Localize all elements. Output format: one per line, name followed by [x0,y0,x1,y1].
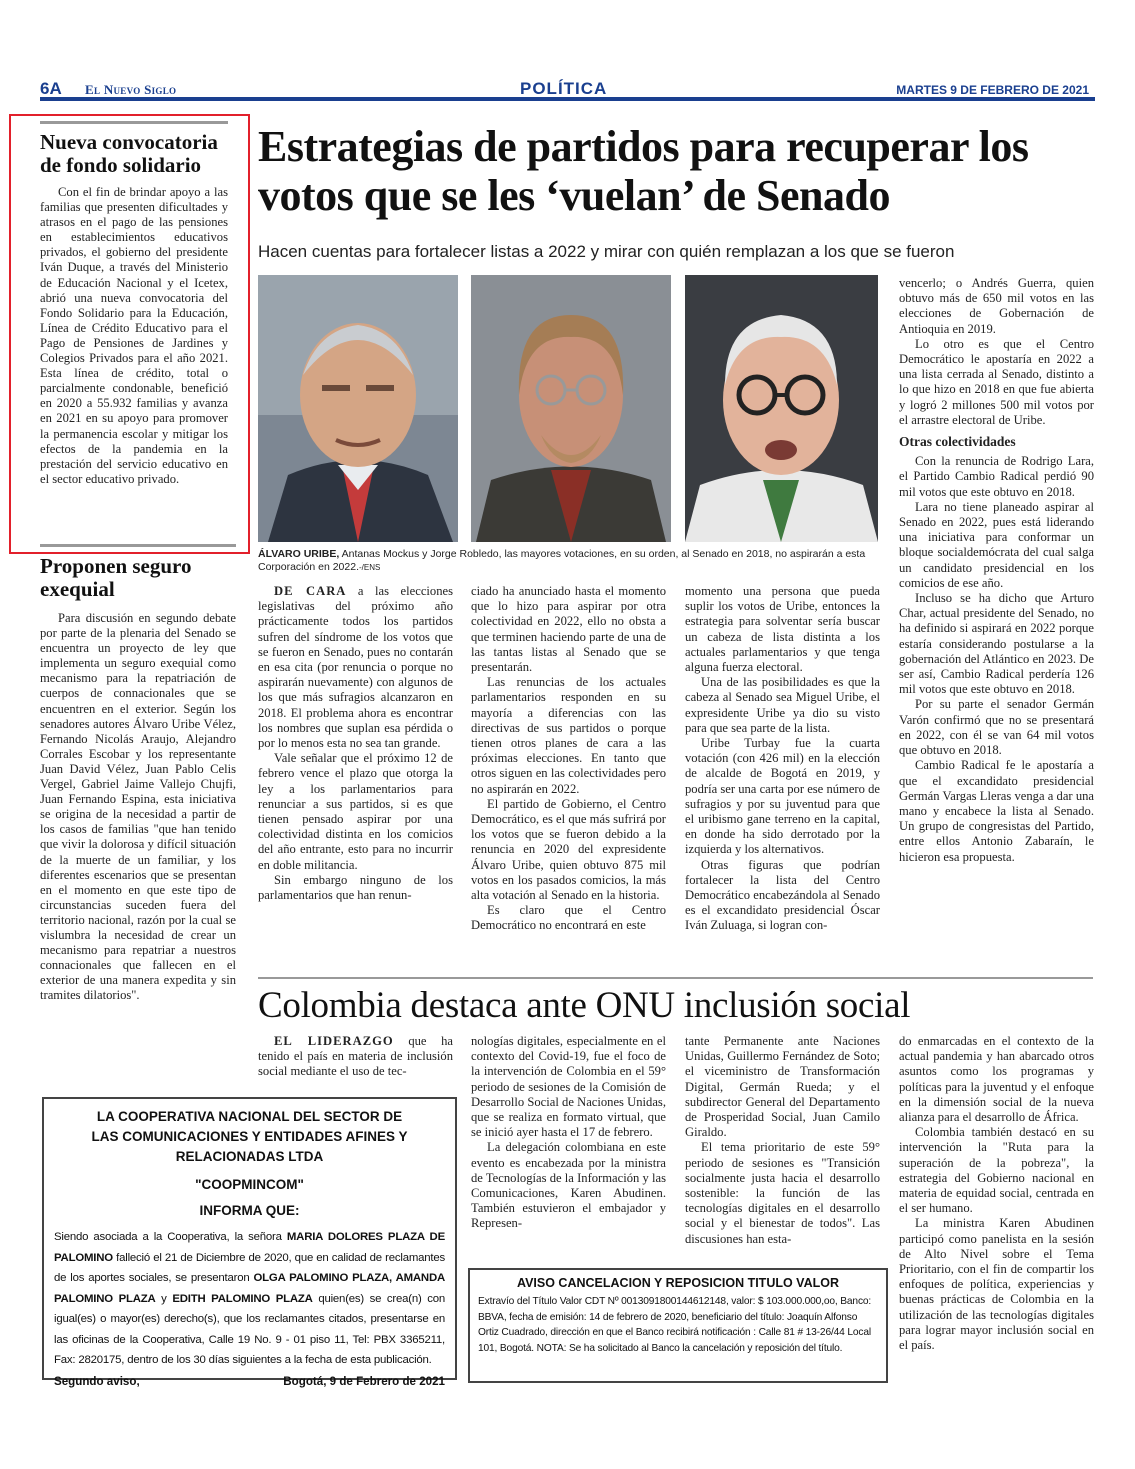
notice-text: falleció el 21 de Diciembre de 2020, que en calidad de reclamantes de los aportes sociales, se presentaron [54,1251,445,1284]
paragraph: ciado ha anunciado hasta el momento que lo hizo para aspirar por otra colectividad en 2022, ello no obsta a que terminen haciendo parte de una de las tantas listas al Senado que se presentarán. [471,584,666,675]
notice-title-line: RELACIONADAS LTDA [175,1149,324,1164]
second-column-1 [258,1034,453,1080]
notice-body [54,1227,445,1371]
notice-footer-left: Segundo aviso, [54,1374,140,1388]
section-divider [258,977,1093,979]
paragraph: Las renuncias de los actuales parlamentarios responden en su mayoría a diferencias con las directivas de sus partidos o porque tienen otros planes de cara a las próximas elecciones. En tanto que otros siguen en las colectividades pero no aspirarán en 2022. [471,675,666,796]
notice-body: Extravío del Título Valor CDT Nº 0013091800144612148, valor: $ 103.000.000,oo, Banco: BBVA, fecha de emisión: 14 de febrero de 2020, beneficiario del título: Joaquín Alfonso Ortiz Cuadrado, dirección en que el Banco recibirá notificación : Calle 81 # 13-26/44 Local 101, Bogotá. NOTA: Se ha solicitado al Banco la cancelación y reposición del título. [478,1296,872,1354]
paragraph: Sin embargo ninguno de los parlamentarios que han renun- [258,872,453,903]
notice-footer-right: Bogotá, 9 de Febrero de 2021 [283,1374,445,1388]
main-column-2 [471,584,666,934]
rule [40,121,228,124]
main-column-1 [258,584,453,903]
paragraph: Uribe Turbay fue la cuarta votación (con 426 mil) en la elección de alcalde de Bogotá en 2019, y podría ser una carta por ese número de sufragios y por su juventud para que el uribismo gane terreno en la capital, en donde ha sido derrotado por la izquierda y los alternativos. [685,736,880,857]
notice-text: y [155,1292,173,1305]
page-header [40,79,1095,101]
photo-alvaro-uribe [258,275,458,542]
issue-date: MARTES 9 DE FEBRERO DE 2021 [896,83,1089,97]
paragraph-text: a las elecciones legislativas del próximo año prácticamente todos los partidos sufren del síndrome de los votos que se fueron en Senado, pues no contarán en esa cita (por renuncia o porque no aspirarán nuevamente) con algunos de los que más sufragios alcanzaron en 2018. El problema ahora es encontrar los nombres que suplan esa pérdida o por lo menos esta no sea tan grande. [258,584,453,751]
sidebar-article-body: Para discusión en segundo debate por parte de la plenaria del Senado se encuentra un proyecto de ley que implementa un seguro exequial como mecanismo para la repatriación de cuerpos de connacionales que se encuentren en el exterior. Según los senadores autores Álvaro Uribe Vélez, Fernando Nicolás Araujo, Alejandro Corrales Escobar y los representante Juan David Vélez, Juan Pablo Celis Vergel, Gabriel Jaime Vallejo Chujfi, Juan Fernando Espina, esta iniciativa se origina de la necesidad a partir de los casos de familias "que han tenido que vivir la dolorosa y difícil situación de la muerte de un familiar, y los diferentes escenarios que se presentan en el momento en que este tipo de circunstancias suceden fuera del territorio nacional, razón por la cual se vislumbra la necesidad de crear un mecanismo para repatriar a nuestros connacionales que fallecen en el exterior de una manera expedita y sin tramites dilatorios". [40,611,236,1003]
lead-in: DE CARA [274,584,347,598]
paragraph: Lo otro es que el Centro Democrático le apostaría en 2022 a una lista cerrada al Senado, distinto a lo que hizo en 2018 en que fue abierta y logró 2 millones 500 mil votos por el arrastre electoral de Uribe. [899,336,1094,427]
section-name: POLÍTICA [520,79,608,98]
paragraph [258,584,453,751]
page-number: 6A [40,79,62,98]
notice-title-line: "COOPMINCOM" [195,1177,304,1192]
paragraph: Incluso se ha dicho que Arturo Char, actual presidente del Senado, no ha definido si aspirará en 2022 porque estaría considerando postularse a la gobernación del Atlántico en 2023. De ser así, Cambio Radical perdería 126 mil votos que este obtuvo en 2018. [899,591,1094,697]
paragraph: Es claro que el Centro Democrático no encontrará en este [471,903,666,933]
paragraph: Una de las posibilidades es que la cabeza al Senado sea Miguel Uribe, el expresidente Uribe ya dio su visto para que sea parte de la lista. [685,675,880,735]
paragraph [258,1034,453,1080]
paragraph: Colombia también destacó en su intervención la "Ruta para la superación de la pobreza", la estrategia del Gobierno nacional en materia de equidad social, centrada en el ser humano. [899,1125,1094,1216]
paragraph: vencerlo; o Andrés Guerra, quien obtuvo más de 650 mil votos en las elecciones de Gobernación de Antioquia en 2019. [899,276,1094,336]
inner-subtitle: Otras colectividades [899,434,1016,450]
newspaper-name: El Nuevo Siglo [85,82,177,97]
second-column-2 [471,1034,666,1232]
brief-title: Nueva convocatoria de fondo solidario [40,130,218,177]
second-column-4 [899,1034,1094,1353]
caption-lead: ÁLVARO URIBE, [258,548,340,560]
paragraph: Cambio Radical fe le apostaría a que el excandidato presidencial Germán Vargas Lleras venga a dar una mano y encabece la lista al Senado. Un grupo de congresistas del Partido, entre ellos Antonio Zabaraín, le hicieron esa propuesta. [899,758,1094,864]
main-subheadline: Hacen cuentas para fortalecer listas a 2022 y mirar con quién remplazan a los que se fueron [258,242,955,261]
paragraph: Lara no tiene planeado aspirar al Senado en 2022, pues está liderando una iniciativa para conformar un bloque socialdemócrata del cual salga un candidato presidencial en los comicios de ese año. [899,499,1094,590]
photo-caption [258,548,878,574]
notice-name: OLGA PALOMINO PLAZA, AMANDA PALOMINO PLAZA [54,1272,446,1305]
notice-title-line: INFORMA QUE: [199,1203,300,1218]
notice-title: AVISO CANCELACION Y REPOSICION TITULO VALOR [516,1276,839,1290]
paragraph: La ministra Karen Abudinen participó como panelista en la sesión de Alto Nivel sobre el Tema Prioritario, con el fin de compartir los enfoques de política, experiencias y buenas prácticas de Colombia en la utilización de las tecnologías digitales para lograr mayor inclusión social en el país. [899,1216,1094,1353]
sidebar-article-title: Proponen seguro exequial [40,554,192,601]
main-column-4 [899,276,1094,865]
second-column-3 [685,1034,880,1247]
paragraph: Con la renuncia de Rodrigo Lara, el Partido Cambio Radical perdió 90 mil votos que este obtuvo en 2018. [899,454,1094,499]
caption-text: Antanas Mockus y Jorge Robledo, las mayores votaciones, en su orden, al Senado en 2018, no aspirarán a esta Corporación en 2022. [258,548,866,573]
paragraph: Por su parte el senador Germán Varón confirmó que no se presentará en 2022, con él se van 64 mil votos que obtuvo en 2018. [899,697,1094,758]
rule [40,544,236,547]
paragraph: El tema prioritario de este 59° periodo de sesiones es "Transición socialmente justa hacia el desarrollo sostenible: la función de las tecnologías digitales en el desarrollo social y el bienestar de todos". Las discusiones han esta- [685,1140,880,1246]
main-column-3 [685,584,880,934]
sidebar-article [40,544,236,1003]
main-headline: Estrategias de partidos para recuperar los votos que se les ‘vuelan’ de Senado [258,122,1029,220]
notice-text: Siendo asociada a la Cooperativa, la señora [54,1231,287,1243]
caption-credit: -/ENS [359,563,381,572]
paragraph: momento una persona que pueda suplir los votos de Uribe, entonces la estrategia para solventar sería buscar un cabeza de lista distinta a los actuales parlamentarios y que tenga alguna fuerza electoral. [685,584,880,675]
paragraph-text: que ha tenido el país en materia de inclusión social mediante el uso de tec- [258,1034,453,1079]
notice-name: MARIA DOLORES PLAZA DE PALOMINO [54,1231,445,1264]
paragraph: do enmarcadas en el contexto de la actual pandemia y han abarcado otros asuntos como los programas y políticas para la juventud y el enfoque en la dimensión social de la nueva alianza para el desarrollo de África. [899,1034,1094,1125]
legal-notice-titulo-valor [468,1268,888,1383]
photo-jorge-robledo [685,275,878,542]
paragraph: tante Permanente ante Naciones Unidas, Guillermo Fernández de Soto; el viceministro de Transformación Digital, Germán Rueda; y el subdirector General del Departamento de Prosperidad Social, Juan Camilo Giraldo. [685,1034,880,1140]
paragraph: Otras figuras que podrían fortalecer la lista del Centro Democrático encabezándola al Senado es el excandidato presidencial Óscar Iván Zuluaga, si logran con- [685,857,880,933]
brief-body: Con el fin de brindar apoyo a las familias que presenten dificultades y atrasos en el pago de las pensiones en establecimientos educativos privados, el gobierno del presidente Iván Duque, a través del Ministerio de Educación Nacional y el Icetex, abrió una nueva convocatoria del Fondo Solidario para la Educación, Línea de Crédito Educativo para el Pago de Pensiones de Jardines y Colegios Privados para el año 2021. Esta línea de crédito, total o parcialmente condonable, benefició en 2020 a 55.932 familias y avanza en 2021 en su apoyo para promover la permanencia escolar y mitigar los efectos de la pandemia en la prestación del servicio educativo en el sector educativo privado. [40,185,228,486]
notice-name: EDITH PALOMINO PLAZA [172,1292,313,1305]
notice-footer [54,1375,445,1388]
notice-title-line: LA COOPERATIVA NACIONAL DEL SECTOR DE [96,1109,403,1124]
paragraph: La delegación colombiana en este evento es encabezada por la ministra de Tecnologías de la Información y las Comunicaciones, Karen Abudinen. También estuvieron el embajador y Represen- [471,1140,666,1231]
paragraph: Vale señalar que el próximo 12 de febrero vence el plazo que otorga la ley a los parlamentarios para renunciar a sus partidos, si es que tienen pensado aspirar por una colectividad distinta en los comicios del año entrante, esto para no incurrir en doble militancia. [258,751,453,872]
paragraph: El partido de Gobierno, el Centro Democrático, es el que más sufrirá por los votos que se fueron debido a la renuncia en 2020 del expresidente Álvaro Uribe, quien obtuvo 875 mil votos en los pasados comicios, la más alta votación al Senado en la historia. [471,796,666,903]
second-headline: Colombia destaca ante ONU inclusión social [258,985,911,1026]
sidebar-brief [40,121,228,487]
paragraph: nologías digitales, especialmente en el contexto del Covid-19, fue el foco de la intervención de Colombia en el 59° periodo de sesiones de la Comisión de Desarrollo Social de Naciones Unidas, que se realiza en formato virtual, que se inició ayer hasta el 17 de febrero. [471,1034,666,1140]
notice-title-line: LAS COMUNICACIONES Y ENTIDADES AFINES Y [91,1129,408,1144]
photo-antanas-mockus [471,275,671,542]
legal-notice-coopmincom [42,1097,457,1388]
lead-in: EL LIDERAZGO [274,1034,394,1048]
notice-text: quien(es) se crea(n) con igual(es) o mayor(es) derecho(s), que los reclamantes citados, presentarse en las oficinas de la Cooperativa, Calle 19 No. 9 - 01 piso 11, Tel: PBX 3365211, Fax: 2820175, dentro de los 30 días siguientes a la fecha de esta publicación. [54,1292,445,1366]
